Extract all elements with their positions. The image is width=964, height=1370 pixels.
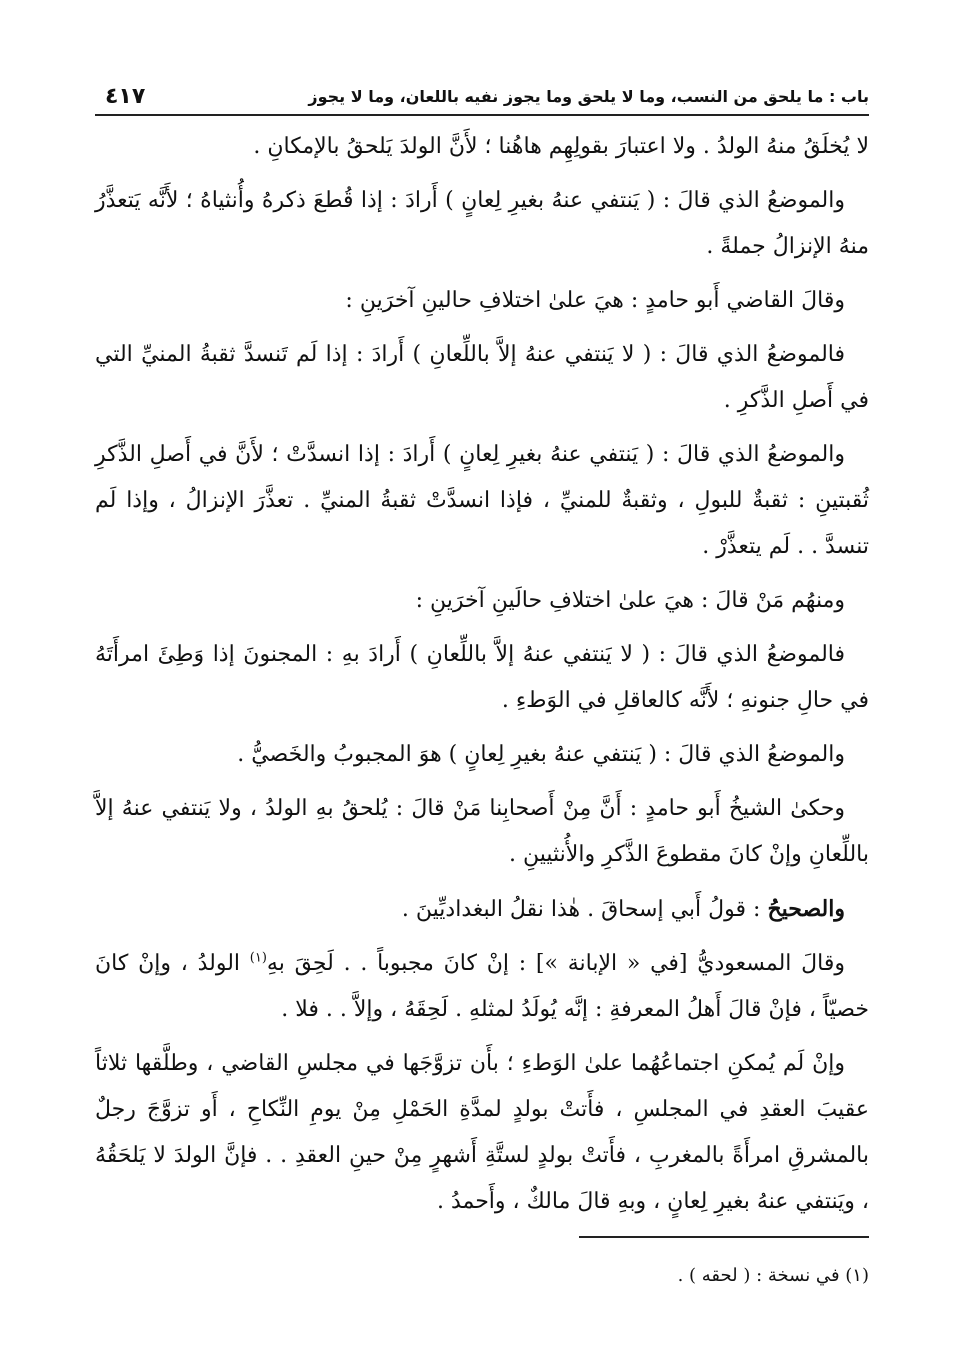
paragraph-text: والموضعُ الذي قالَ : ( يَنتفي عنهُ بغيرِ لِعانٍ ) أَرادَ : إذا انسدَّتْ ؛ لأَنَّ في أَصلِ الذَّكرِ ثُقبتينِ : ثقبةٌ للبولِ ، وثقبةٌ للمنيِّ ، فإذا انسدَّتْ ثقبةُ المنيِّ . تعذَّرَ الإنزالُ ، وإذا لَم تنسدَّ . . لَم يتعذَّرْ . bbox=[95, 442, 869, 559]
chapter-title: باب : ما يلحق من النسب، وما لا يلحق وما يجوز نفيه باللعان، وما لا يجوز bbox=[308, 86, 869, 106]
paragraph-lead: والصحيحُ bbox=[767, 896, 845, 922]
footnote-reference: (١) bbox=[249, 950, 267, 966]
paragraph-text: ومنهُم مَنْ قالَ : هيَ علىٰ اختلافِ حالَينِ آخرَينِ : bbox=[415, 588, 845, 613]
paragraph-text: وحكىٰ الشيخُ أَبو حامدٍ : أَنَّ مِنْ أَصحابِنا مَنْ قالَ : يُلحقُ بهِ الولدُ ، ولا يَنتفي عنهُ إلاَّ باللِّعانِ وإنْ كانَ مقطوعَ الذَّكرِ والأُنثيينِ . bbox=[95, 796, 869, 867]
paragraph bbox=[95, 332, 869, 424]
page-header bbox=[95, 78, 869, 116]
paragraph bbox=[95, 578, 869, 624]
footnote-text: (١) في نسخة : ( لحقه ) . bbox=[677, 1265, 869, 1286]
paragraph-text: والموضعُ الذي قالَ : ( يَنتفي عنهُ بغيرِ لِعانٍ ) أَرادَ : إذا قُطعَ ذكرهُ وأُنثياهُ ؛ لأَنَّه يَتعذَّرُ منهُ الإنزالُ جملةً . bbox=[95, 188, 869, 259]
paragraph-text: والموضعُ الذي قالَ : ( يَنتفي عنهُ بغيرِ لِعانٍ ) هوَ المجبوبُ والخَصيُّ . bbox=[237, 742, 845, 767]
paragraph-text: الولدُ ، وإنْ كانَ خصيّاً ، فإنْ قالَ أَهلُ المعرفةِ : إنَّه يُولَدُ لمثلهِ . لَحِقَهُ ، وإلاَّ . . فلا . bbox=[95, 951, 869, 1022]
paragraph-text: وإنْ لَم يُمكنِ اجتماعُهُما علىٰ الوَطءِ ؛ بأَن تزوَّجَها في مجلسِ القاضي ، وطلَّقها ثلاثاً عقيبَ العقدِ في المجلسِ ، فأَتتْ بولدٍ لمدَّةِ الحَمْلِ مِنْ يومِ النِّكاحِ ، أَو تزوَّجَ رجلٌ بالمشرقِ امرأَةً بالمغربِ ، فأَتتْ بولدٍ لستَّةِ أَشهرٍ مِنْ حينِ العقدِ . . فإنَّ الولدَ لا يَلحَقُهُ ، ويَنتفي عنهُ بغيرِ لِعانٍ ، وبهِ قالَ مالكٌ ، وأَحمدُ . bbox=[95, 1051, 869, 1214]
paragraph bbox=[95, 178, 869, 270]
paragraph bbox=[95, 786, 869, 878]
page-number: ٤١٧ bbox=[105, 83, 146, 109]
paragraph-text: لا يُخلَقُ منهُ الولدُ . ولا اعتبارَ بقولِهِم هاهُنا ؛ لأَنَّ الولدَ يَلحقُ بالإمكانِ . bbox=[253, 134, 869, 159]
paragraph-text: فالموضعُ الذي قالَ : ( لا يَنتفي عنهُ إلاَّ باللِّعانِ ) أَرادَ : إذا لَم تَنسدَّ ثقبةُ المنيِّ التي في أَصلِ الذَّكرِ . bbox=[95, 342, 869, 413]
paragraph-text: فالموضعُ الذي قالَ : ( لا يَنتفي عنهُ إلاَّ باللِّعانِ ) أَرادَ بهِ : المجنونَ إذا وَطِئَ امرأَتَهُ في حالِ جنونهِ ؛ لأَنَّه كالعاقلِ في الوَطءِ . bbox=[95, 642, 869, 713]
paragraph-text: وقالَ المسعوديُّ [في « الإبانة »] : إنْ كانَ مجبوباً . . لَحِقَ بهِ bbox=[266, 951, 845, 976]
paragraph bbox=[95, 941, 869, 1033]
paragraph bbox=[95, 278, 869, 324]
footnote bbox=[95, 1262, 869, 1290]
paragraph bbox=[95, 124, 869, 170]
paragraph bbox=[95, 886, 869, 933]
main-text bbox=[95, 124, 869, 1233]
paragraph bbox=[95, 1041, 869, 1225]
paragraph bbox=[95, 732, 869, 778]
footnote-divider bbox=[579, 1236, 869, 1238]
paragraph bbox=[95, 632, 869, 724]
paragraph bbox=[95, 432, 869, 570]
paragraph-text: وقالَ القاضي أَبو حامدٍ : هيَ علىٰ اختلافِ حالينِ آخرَينِ : bbox=[345, 288, 845, 313]
paragraph-text: : قولُ أَبي إسحاقَ . هٰذا نقلُ البغداديِّينَ . bbox=[401, 897, 768, 922]
